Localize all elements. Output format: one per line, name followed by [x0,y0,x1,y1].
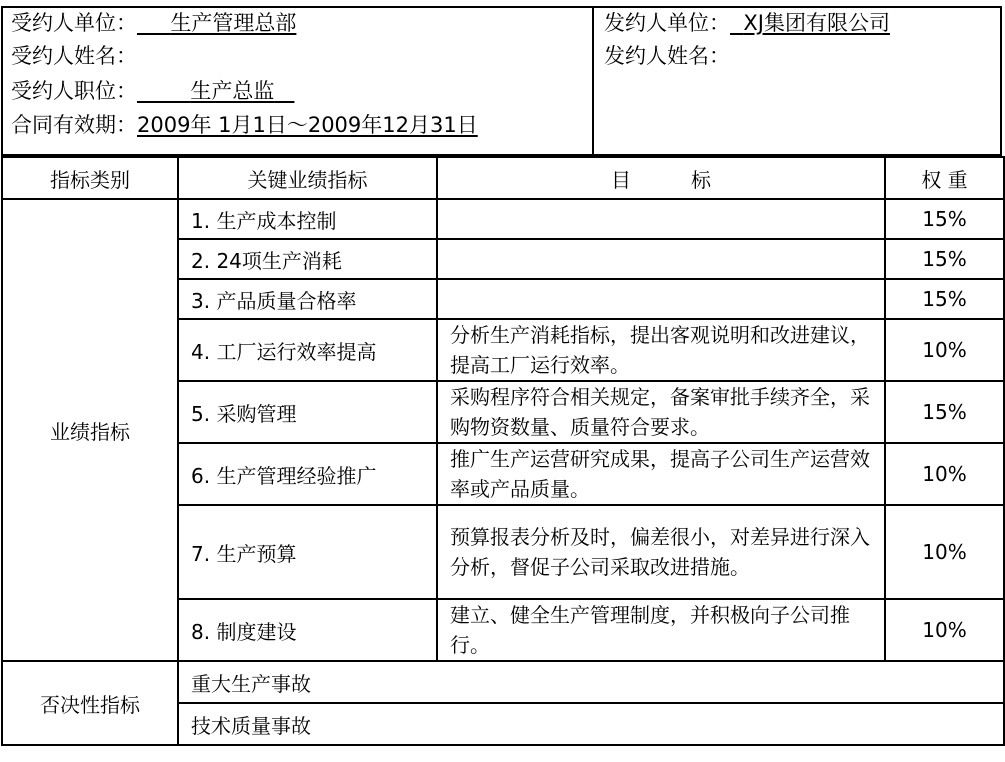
recipient-unit: 受约人单位： 生产管理总部 [11,8,296,38]
weight-cell: 15% [885,239,1004,279]
weight-cell: 10% [885,319,1004,381]
col-header-target: 目 标 [437,157,885,199]
target-cell: 推广生产运营研究成果，提高子公司生产运营效率或产品质量。 [437,443,885,505]
col-header-category: 指标类别 [2,157,178,199]
contract-period-value: 2009年 1月1日～2009年12月31日 [137,113,478,137]
kpi-cell: 4. 工厂运行效率提高 [178,319,437,381]
contract-header [1,6,1002,156]
veto-item: 技术质量事故 [178,703,1004,745]
weight-cell: 15% [885,279,1004,319]
target-cell [437,279,885,319]
kpi-cell: 6. 生产管理经验推广 [178,443,437,505]
recipient-position: 受约人职位： 生产总监 [11,76,294,106]
weight-cell: 15% [885,199,1004,239]
weight-cell: 15% [885,381,1004,443]
target-cell: 分析生产消耗指标，提出客观说明和改进建议，提高工厂运行效率。 [437,319,885,381]
col-header-kpi: 关键业绩指标 [178,157,437,199]
table-header-row [2,157,1004,199]
target-cell [437,239,885,279]
target-cell: 建立、健全生产管理制度，并积极向子公司推行。 [437,599,885,661]
issuer-name: 发约人姓名： [604,44,730,68]
weight-cell: 10% [885,505,1004,599]
target-cell: 采购程序符合相关规定，备案审批手续齐全，采购物资数量、质量符合要求。 [437,381,885,443]
veto-row [2,661,1004,703]
category-veto: 否决性指标 [2,661,178,745]
kpi-cell: 8. 制度建设 [178,599,437,661]
target-cell [437,199,885,239]
category-performance: 业绩指标 [2,199,178,661]
issuer-unit-value: XJ集团有限公司 [743,11,890,35]
target-cell: 预算报表分析及时，偏差很小，对差异进行深入分析，督促子公司采取改进措施。 [437,505,885,599]
issuer-info [592,8,1004,154]
recipient-info [3,8,591,154]
contract-period: 合同有效期：2009年 1月1日～2009年12月31日 [11,110,478,140]
kpi-table [1,156,1005,746]
col-header-weight: 权 重 [885,157,1004,199]
weight-cell: 10% [885,443,1004,505]
recipient-position-value: 生产总监 [190,79,275,103]
weight-cell: 10% [885,599,1004,661]
contract-sheet [0,6,1004,754]
kpi-cell: 3. 产品质量合格率 [178,279,437,319]
kpi-cell: 2. 24项生产消耗 [178,239,437,279]
recipient-name: 受约人姓名： [11,44,137,68]
issuer-unit: 发约人单位： XJ集团有限公司 [604,8,890,38]
kpi-cell: 7. 生产预算 [178,505,437,599]
recipient-unit-value: 生产管理总部 [170,11,297,35]
kpi-cell: 1. 生产成本控制 [178,199,437,239]
kpi-cell: 5. 采购管理 [178,381,437,443]
table-row [2,199,1004,239]
veto-item: 重大生产事故 [178,661,1004,703]
